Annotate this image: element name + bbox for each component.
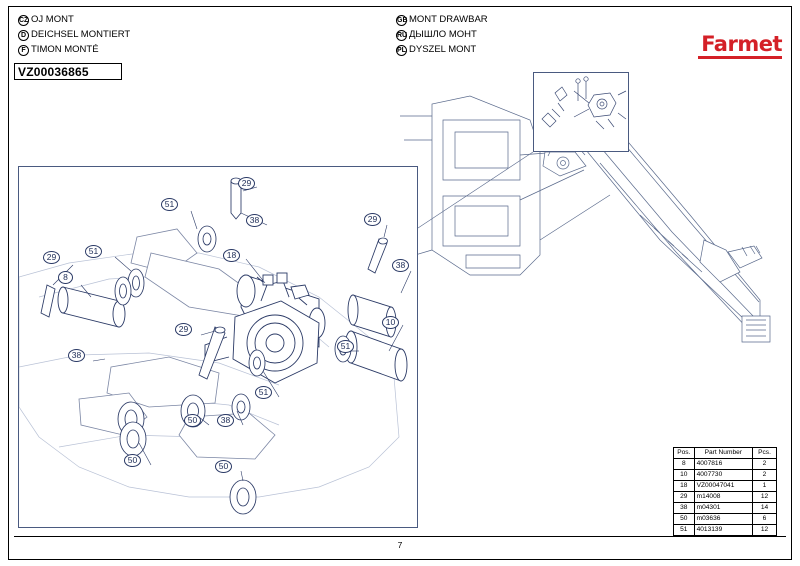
callout-38-right: 38 [392, 259, 409, 272]
language-code-ru-icon: RU [397, 32, 408, 39]
header-title-de: DEICHSEL MONTIERT [31, 29, 131, 40]
detail-inset-drawing [534, 73, 630, 153]
header-title-fr: TIMON MONTÉ [31, 44, 99, 55]
brand-logo-text: Farmet [701, 32, 782, 56]
header-title-gb: MONT DRAWBAR [409, 14, 488, 25]
cell-pcs: 12 [753, 492, 777, 503]
exploded-view-drawing [19, 167, 419, 529]
callout-50-center: 50 [184, 414, 201, 427]
parts-table-header-row [674, 448, 777, 459]
exploded-view-panel [18, 166, 418, 528]
callout-38-bottom: 38 [217, 414, 234, 427]
callout-51-topleft: 51 [161, 198, 178, 211]
language-code-fr-icon: F [18, 45, 29, 56]
cell-pos: 8 [674, 459, 695, 470]
callout-29-left: 29 [43, 251, 60, 264]
language-code-gb-icon: GB [397, 17, 408, 24]
callout-50-left: 50 [124, 454, 141, 467]
footer-divider [14, 536, 786, 537]
callout-51-left: 51 [85, 245, 102, 258]
language-code-de-icon: D [18, 30, 29, 41]
cell-pcs: 2 [753, 470, 777, 481]
cell-part-number: 4013139 [694, 525, 752, 536]
callout-10-right: 10 [382, 316, 399, 329]
cell-pos: 10 [674, 470, 695, 481]
callout-29-right: 29 [364, 213, 381, 226]
parts-table [673, 447, 777, 536]
cell-pcs: 6 [753, 514, 777, 525]
language-code-cz-icon: CZ [19, 17, 29, 24]
callout-38-left: 38 [68, 349, 85, 362]
detail-inset-panel [533, 72, 629, 152]
cell-part-number: 4007816 [694, 459, 752, 470]
callout-18-center: 18 [223, 249, 240, 262]
cell-pos: 38 [674, 503, 695, 514]
callout-50-bottom: 50 [215, 460, 232, 473]
callout-51-right: 51 [337, 340, 354, 353]
cell-part-number: VZ00047041 [694, 481, 752, 492]
table-row [674, 492, 777, 503]
header-title-cz: OJ MONT [31, 14, 74, 25]
cell-part-number: m14008 [694, 492, 752, 503]
cell-part-number: m04301 [694, 503, 752, 514]
header-title-pl: DYSZEL MONT [409, 44, 477, 55]
language-code-pl-icon: PL [397, 47, 406, 54]
callout-51-bottom: 51 [255, 386, 272, 399]
parts-col-part-number: Part Number [694, 448, 752, 459]
table-row [674, 470, 777, 481]
cell-pcs: 2 [753, 459, 777, 470]
callout-8-left: 8 [58, 271, 73, 284]
table-row [674, 481, 777, 492]
page-number: 7 [397, 540, 403, 550]
cell-pcs: 1 [753, 481, 777, 492]
callout-29-center: 29 [175, 323, 192, 336]
cell-pcs: 12 [753, 525, 777, 536]
cell-part-number: m03636 [694, 514, 752, 525]
callout-29-top: 29 [238, 177, 255, 190]
table-row [674, 459, 777, 470]
parts-col-pos: Pos. [674, 448, 695, 459]
table-row [674, 514, 777, 525]
callout-38-top: 38 [246, 214, 263, 227]
cell-pos: 29 [674, 492, 695, 503]
cell-part-number: 4007730 [694, 470, 752, 481]
parts-col-pcs: Pcs. [753, 448, 777, 459]
table-row [674, 503, 777, 514]
cell-pcs: 14 [753, 503, 777, 514]
cell-pos: 50 [674, 514, 695, 525]
table-row [674, 525, 777, 536]
cell-pos: 18 [674, 481, 695, 492]
header-title-ru: ДЫШЛО МОНТ [409, 29, 477, 40]
cell-pos: 51 [674, 525, 695, 536]
drawing-number: VZ00036865 [18, 64, 89, 79]
